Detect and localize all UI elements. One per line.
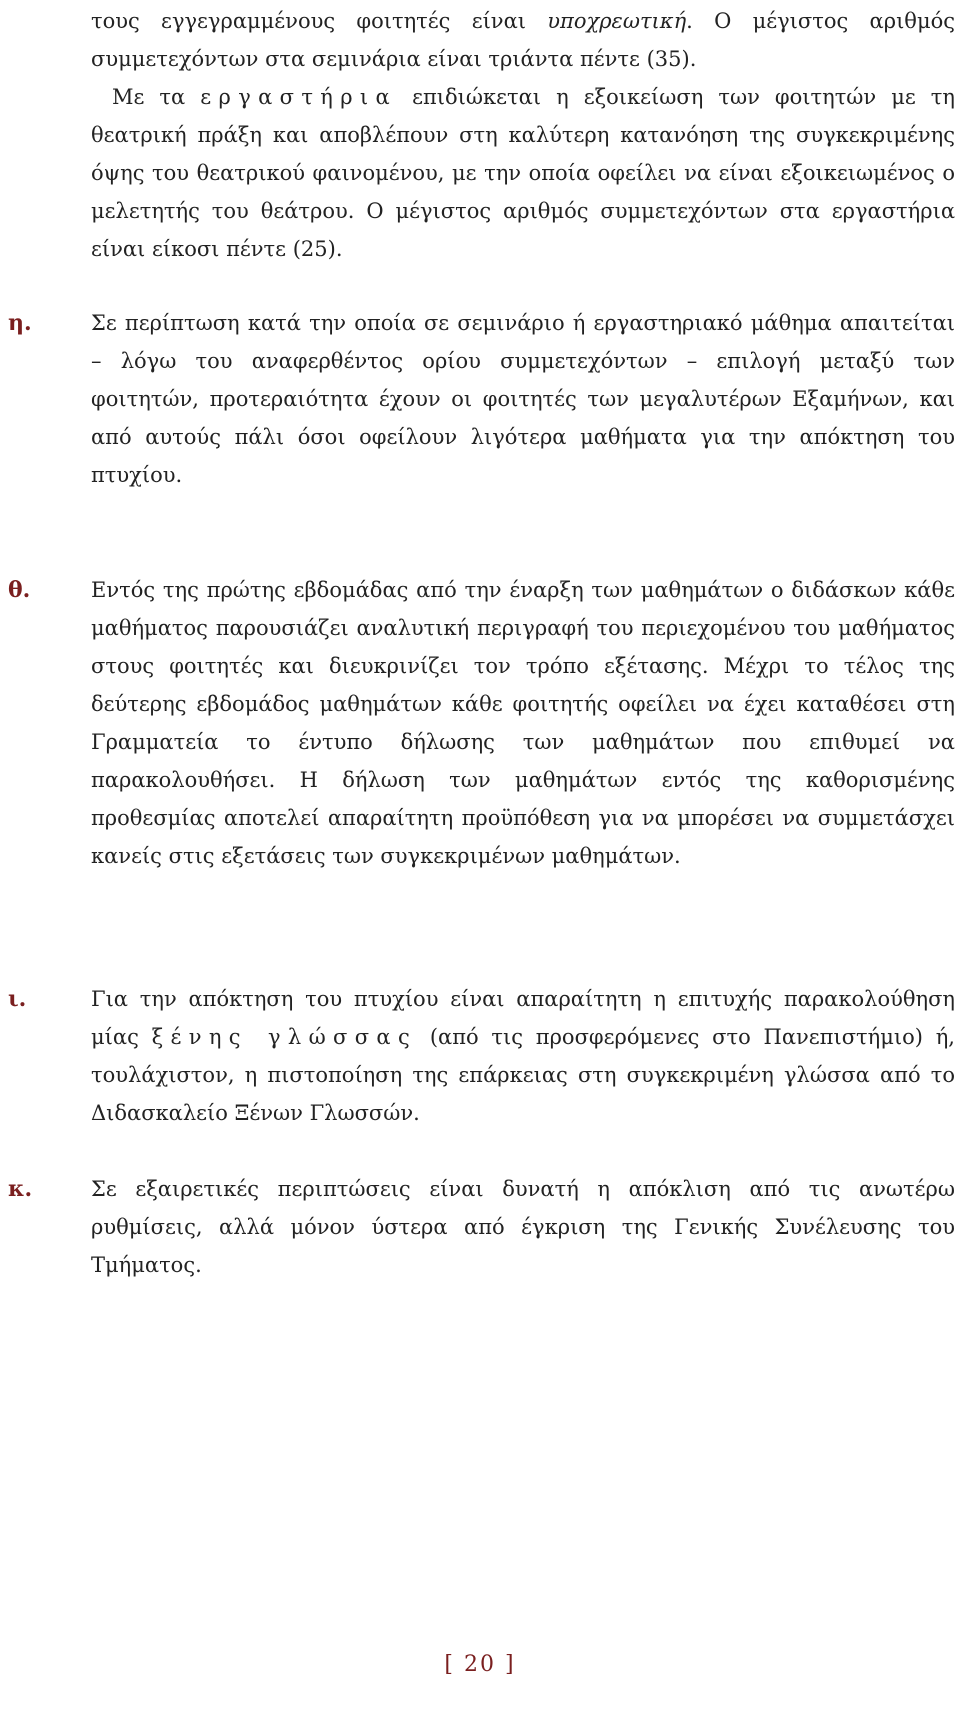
spaced-emphasis-text: ξένης γλώσσας [151,1025,418,1049]
item-label-theta: θ. [8,577,31,603]
item-paragraph [91,980,955,1132]
item-label-eta: η. [8,310,32,336]
intro-text: επιδιώκεται η εξοικείωση των φοιτητών με τη θεατρική πράξη και αποβλέπουν στη καλύτερη κατανόηση της συγκεκριμένης όψης του θεατρικού φαινομένου, με την οποία οφείλει να είναι εξοικειωμένος ο μελετητής του θεάτρου. Ο μέγιστος αριθμός συμμετεχόντων στα εργαστήρια είναι είκοσι πέντε (25). [91,85,956,261]
item-paragraph: Εντός της πρώτης εβδομάδας από την έναρξη των μαθημάτων ο διδάσκων κάθε μαθήματος παρουσιάζει αναλυτική περιγραφή του περιεχομένου του μαθήματος στους φοιτητές και διευκρινίζει τον τρόπο εξέτασης. Μέχρι το τέλος της δεύτερης εβδομάδος μαθημάτων κάθε φοιτητής οφείλει να έχει καταθέσει στη Γραμματεία το έντυπο δήλωσης των μαθημάτων που επιθυμεί να παρακολουθήσει. Η δήλωση των μαθημάτων εντός της καθορισμένης προθεσμίας αποτελεί απαραίτητη προϋπόθεση για να μπορέσει να συμμετάσχει κανείς στις εξετάσεις των συγκεκριμένων μαθημάτων. [91,578,955,868]
item-paragraph: Σε περίπτωση κατά την οποία σε σεμινάριο ή εργαστηριακό μάθημα απαιτείται – λόγω του αναφερθέντος ορίου συμμετεχόντων – επιλογή μεταξύ των φοιτητών, προτεραιότητα έχουν οι φοιτητές των μεγαλυτέρων Εξαμήνων, και από αυτούς πάλι όσοι οφείλουν λιγότερα μαθήματα για την απόκτηση του πτυχίου. [91,311,955,487]
item-text-kappa [91,1170,955,1284]
item-paragraph: Σε εξαιρετικές περιπτώσεις είναι δυνατή η απόκλιση από τις ανωτέρω ρυθμίσεις, αλλά μόνον ύστερα από έγκριση της Γενικής Συνέλευσης του Τμήματος. [91,1177,955,1277]
intro-text: Με τα [112,85,201,109]
intro-paragraph-1 [91,2,955,78]
item-text-iota [91,980,955,1132]
intro-text: τους εγγεγραμμένους φοιτητές είναι [91,9,548,33]
intro-paragraphs [91,2,955,268]
intro-text: . Ο μέγιστος αριθμός συμμετεχόντων στα σεμινάρια είναι τριάντα πέντε (35). [91,9,955,71]
intro-paragraph-2 [91,78,955,268]
emphasis-text: υποχρεωτική [547,9,687,33]
item-text-theta [91,571,955,875]
item-text-eta [91,304,955,494]
item-label-kappa: κ. [8,1176,33,1202]
spaced-emphasis-text: εργαστήρια [200,85,398,109]
item-text: Για την απόκτηση του πτυχίου είναι απαραίτητη η επιτυχής παρακολούθηση μίας [91,987,955,1049]
item-label-iota: ι. [8,986,27,1012]
page-number: [ 20 ] [444,1652,516,1677]
item-text: (από τις προσφερόμενες στο Πανεπιστήμιο) ή, τουλάχιστον, η πιστοποίηση της επάρκειας στη συγκεκριμένη γλώσσα από το Διδασκαλείο Ξένων Γλωσσών. [91,1025,955,1125]
